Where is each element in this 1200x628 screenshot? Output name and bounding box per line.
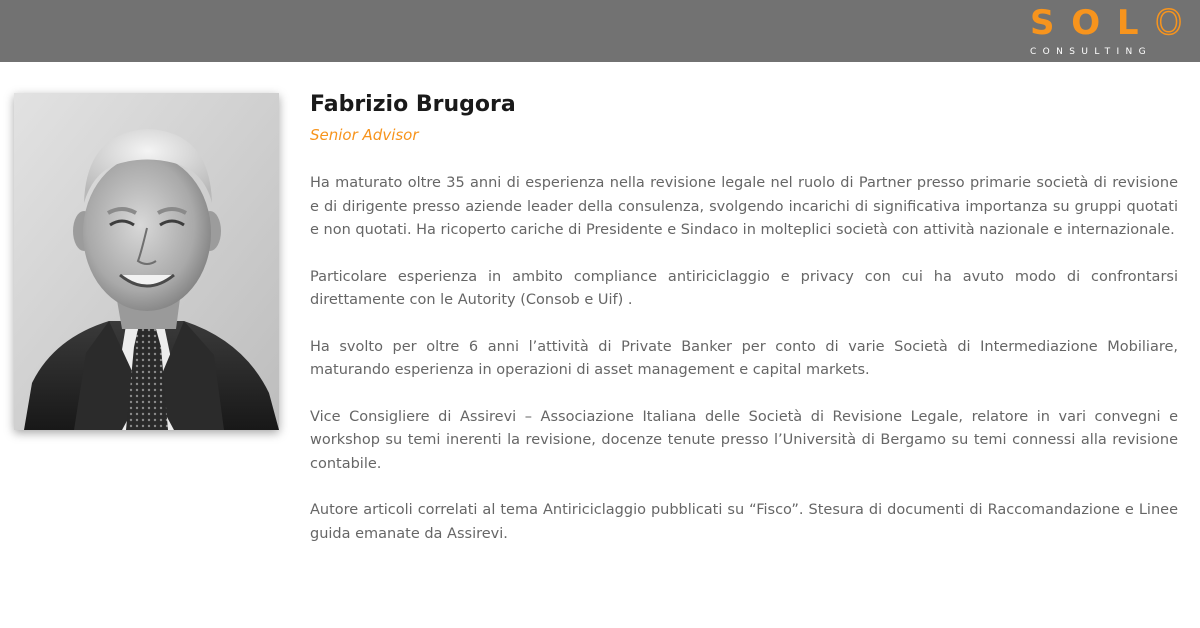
logo-letter-l: L — [1116, 3, 1139, 43]
bio-paragraph: Particolare esperienza in ambito compliance antiriciclaggio e privacy con cui ha avuto modo di confrontarsi direttamente con le Autority (Consob e Uif) . — [310, 268, 1178, 308]
logo-letter-o: O — [1071, 3, 1101, 43]
header-bar — [0, 0, 1200, 62]
bio-paragraph: Vice Consigliere di Assirevi – Associazione Italiana delle Società di Revisione Legale, relatore in vari convegni e workshop su temi inerenti la revisione, docenze tenute presso l’Università di Bergamo su temi connessi alla revisione contabile. — [310, 408, 1178, 472]
bio-paragraph: Ha svolto per oltre 6 anni l’attività di Private Banker per conto di varie Società di Intermediazione Mobiliare, maturando esperienza in operazioni di asset management e capital markets. — [310, 338, 1178, 378]
logo-letter-o-outline: O — [1155, 3, 1182, 43]
profile-name: Fabrizio Brugora — [310, 92, 516, 117]
logo-subtitle: CONSULTING — [1030, 47, 1153, 57]
profile-role: Senior Advisor — [310, 126, 419, 144]
logo-letter-s: S — [1030, 3, 1055, 43]
profile-bio — [310, 172, 1178, 569]
portrait-image — [14, 93, 279, 430]
profile-photo — [14, 93, 279, 430]
logo-wordmark — [1030, 3, 1182, 43]
solo-consulting-logo[interactable] — [1030, 3, 1182, 59]
bio-paragraph: Ha maturato oltre 35 anni di esperienza nella revisione legale nel ruolo di Partner presso primarie società di revisione e di dirigente presso aziende leader della consulenza, svolgendo incarichi di significativa importanza su gruppi quotati e non quotati. Ha ricoperto cariche di Presidente e Sindaco in molteplici società con attività nazionale e internazionale. — [310, 175, 1178, 238]
bio-paragraph: Autore articoli correlati al tema Antiriciclaggio pubblicati su “Fisco”. Stesura di documenti di Raccomandazione e Linee guida emanate da Assirevi. — [310, 502, 1178, 542]
